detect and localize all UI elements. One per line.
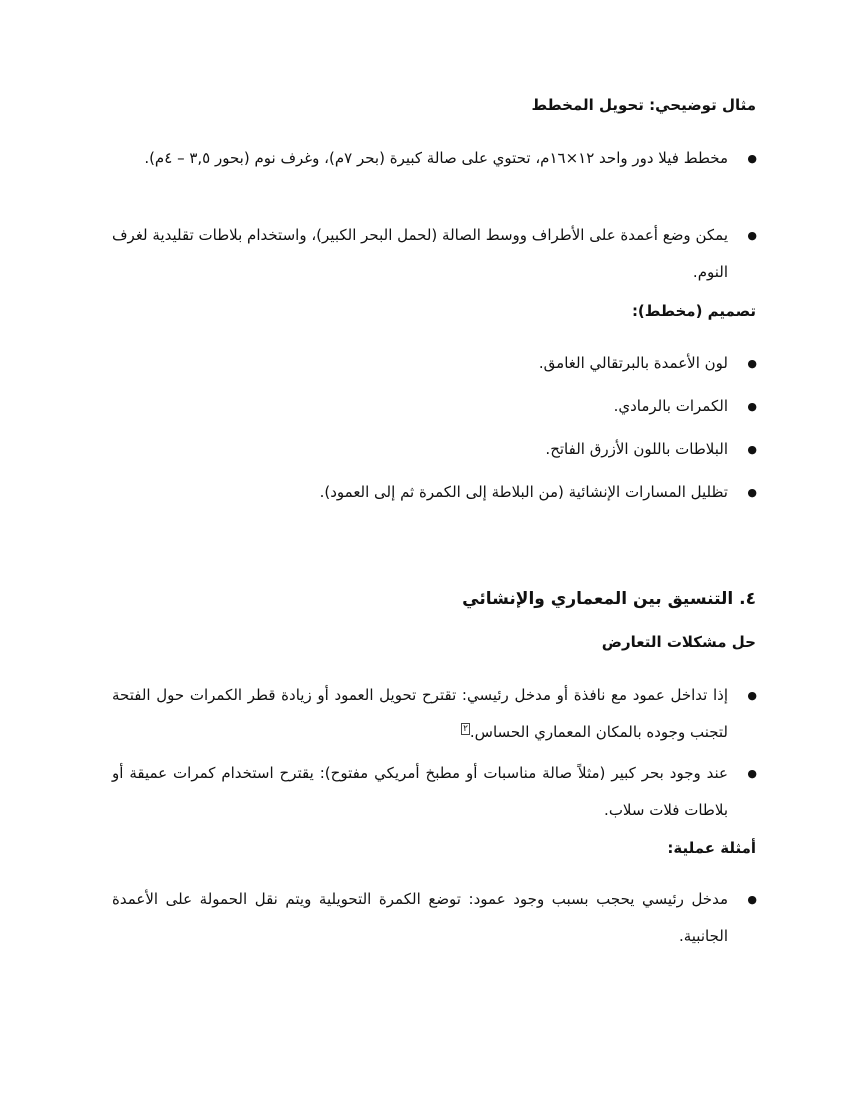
list-item-text — [112, 677, 728, 751]
list-item — [112, 431, 757, 468]
list-item-text: البلاطات باللون الأزرق الفاتح. — [545, 440, 728, 458]
list-item-text: مدخل رئيسي يحجب بسبب وجود عمود: توضع الكمرة التحويلية ويتم نقل الحمولة على الأعمدة الجانبية. — [112, 890, 728, 945]
bullet-icon: ● — [747, 486, 757, 499]
list-item-body: إذا تداخل عمود مع نافذة أو مدخل رئيسي: تقترح تحويل العمود أو زيادة قطر الكمرات حول الفتحة لتجنب وجوده بالمكان المعماري الحساس. — [112, 686, 728, 741]
list-item-text: لون الأعمدة بالبرتقالي الغامق. — [538, 354, 728, 372]
bullet-icon: ● — [747, 152, 757, 165]
conflicts-subheading: حل مشكلات التعارض — [601, 633, 756, 651]
bullet-icon: ● — [747, 689, 757, 702]
list-item — [112, 345, 757, 382]
bullet-icon: ● — [747, 400, 757, 413]
practical-examples-heading: أمثلة عملية: — [667, 839, 756, 857]
bullet-icon: ● — [747, 893, 757, 906]
list-item — [112, 474, 757, 511]
list-item — [112, 677, 757, 751]
list-item-text: عند وجود بحر كبير (مثلاً صالة مناسبات أو مطبخ أمريكي مفتوح): يقترح استخدام كمرات عميقة أو بلاطات فلات سلاب. — [112, 764, 728, 819]
list-item — [112, 388, 757, 425]
list-item — [112, 217, 757, 291]
list-item-text: مخطط فيلا دور واحد ١٢×١٦م، تحتوي على صالة كبيرة (بحر ٧م)، وغرف نوم (بحور ٣,٥ – ٤م). — [144, 149, 728, 167]
footnote-reference[interactable]: ٢ — [463, 724, 468, 734]
list-item — [112, 881, 757, 955]
bullet-icon: ● — [747, 229, 757, 242]
list-item-text: الكمرات بالرمادي. — [613, 397, 728, 415]
coordination-heading: ٤. التنسيق بين المعماري والإنشائي — [462, 589, 756, 609]
list-item-text: يمكن وضع أعمدة على الأطراف ووسط الصالة (لحمل البحر الكبير)، واستخدام بلاطات تقليدية لغرف النوم. — [112, 226, 728, 281]
list-item — [112, 755, 757, 829]
list-item — [112, 140, 757, 177]
bullet-icon: ● — [747, 767, 757, 780]
bullet-icon: ● — [747, 443, 757, 456]
design-heading: تصميم (مخطط): — [631, 302, 756, 320]
example-heading: مثال توضيحي: تحويل المخطط — [531, 96, 756, 114]
list-item-text: تظليل المسارات الإنشائية (من البلاطة إلى الكمرة ثم إلى العمود). — [319, 483, 728, 501]
bullet-icon: ● — [747, 357, 757, 370]
